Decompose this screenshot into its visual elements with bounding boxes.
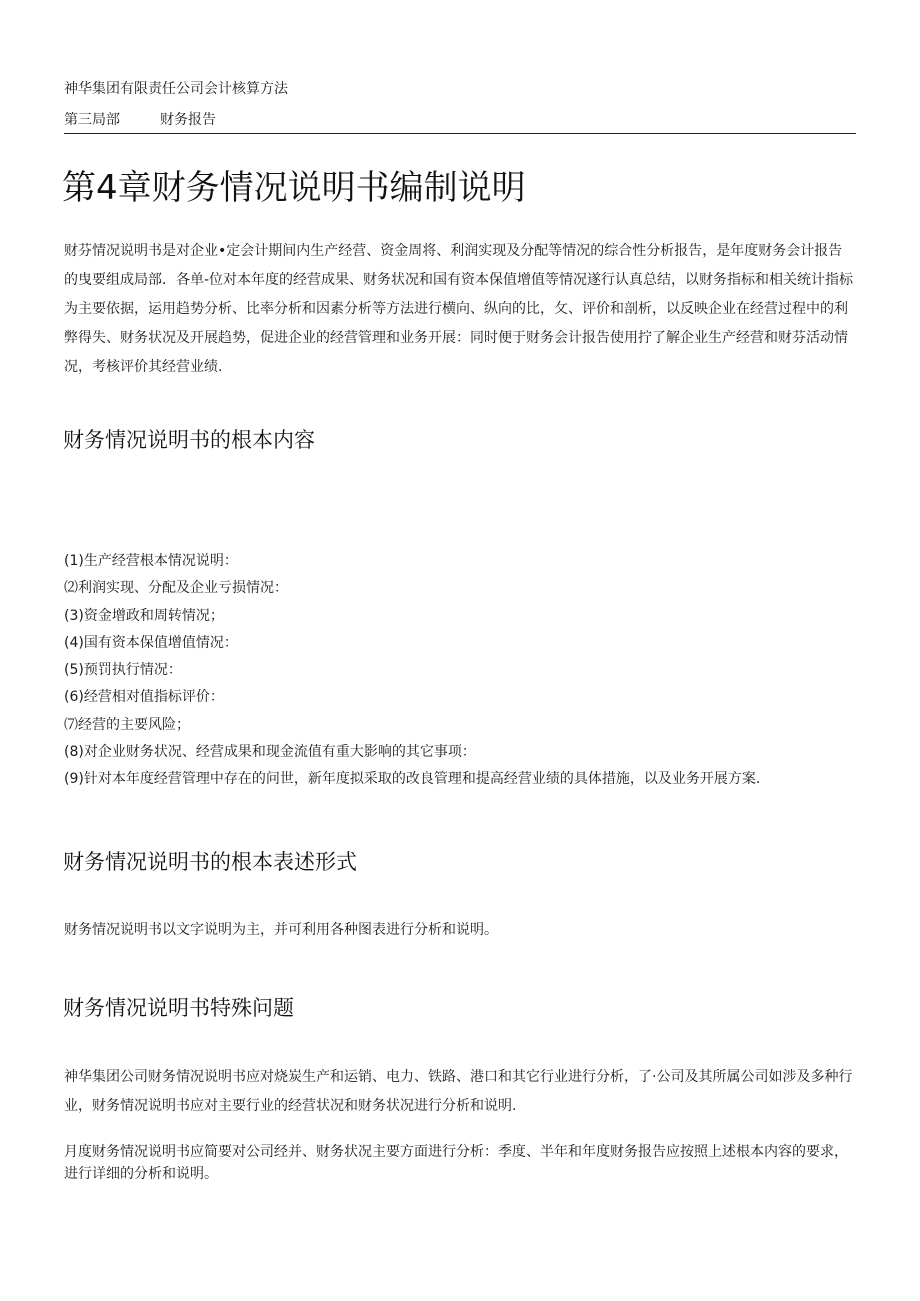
intro-paragraph: 财芬情况说明书是对企业•定会计期间内生产经营、资金周将、利润实现及分配等情况的综合性分析报告，是年度财务会计报告的曳要组成局部．各单-位对本年度的经营成果、财务状况和国有资本保值增值等情况遂行认真总结，以财务指标和相关统计指标为主要依据，运用趋势分析、比率分析和因素分析等方法进行横向、纵向的比，攵、评价和剖析，以反映企业在经营过程中的利弊得失、财务状况及开展趋势，促进企业的经营管理和业务开展：同时便于财务会计报告使用拧了解企业生产经营和财芬活动情况，考核评价其经营业绩.: [64, 243, 854, 375]
basic-content-list: [64, 548, 856, 794]
monthly-paragraph: 月度财务情况说明书应简要对公司经并、财务状况主要方面进行分析：季度、半年和年度财务报告应按照上述根本内容的要求，进行详细的分析和说明。: [64, 1144, 848, 1182]
header-part-line: [64, 109, 856, 134]
section-heading-special: 财务情况说明书特殊问题: [63, 996, 294, 1020]
section-heading-form: 财务情况说明书的根本表述形式: [63, 850, 357, 874]
header-part-title: 财务报告: [160, 112, 216, 128]
page-header: [64, 78, 856, 134]
list-item: ⑺经营的主要风险；: [64, 716, 190, 733]
section-heading-basic-content: 财务情况说明书的根本内容: [63, 428, 315, 452]
list-item: (9)针对本年度经营管理中存在的问世，新年度拟采取的改良管理和提高经营业绩的具体措施，以及业务开展方案.: [64, 771, 761, 788]
header-part: 第三局部: [64, 112, 120, 128]
list-item: (4)国有资本保值增值情况：: [64, 634, 238, 651]
form-paragraph: 财务情况说明书以文字说明为主，并可利用各种图表进行分析和说明。: [64, 922, 498, 938]
special-paragraph: 神华集团公司财务情况说明书应对烧炭生产和运销、电力、铁路、港口和其它行业进行分析，了·公司及其所属公司如涉及多种行业，财务情况说明书应对主要行业的经营状况和财务状况进行分析和说明.: [64, 1069, 853, 1114]
list-item: (5)预罚执行情况：: [64, 662, 182, 679]
list-item: (1)生产经营根本情况说明：: [64, 553, 238, 569]
chapter-title: 第4章财务情况说明书编制说明: [62, 168, 526, 208]
list-item: (3)资金增政和周转情况；: [64, 607, 224, 624]
list-item: ⑵利润实现、分配及企业亏损情况：: [64, 580, 288, 597]
header-company-method: 神华集团有限责任公司会计核算方法: [64, 81, 288, 97]
list-item: (8)对企业财务状况、经营成果和现金流值有重大影响的其它事项：: [64, 744, 476, 761]
list-item: (6)经营相对值指标评价：: [64, 689, 224, 706]
